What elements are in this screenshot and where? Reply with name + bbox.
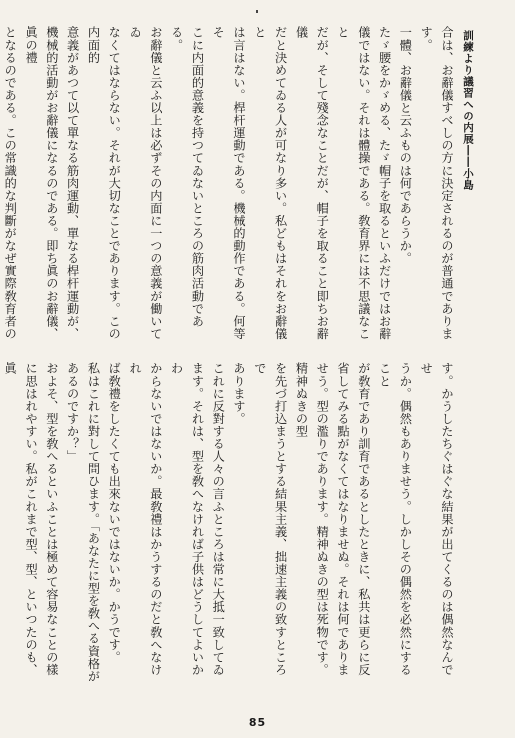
text-line: だが、そして殘念なことだが、帽子を取ること即ちお辭儀 <box>294 26 330 340</box>
text-line: たゞ腰をかゞめる、たゞ帽子を取るといふだけではお辭 <box>377 26 392 340</box>
text-line: ば敎禮をしたくても出來ないではないか。かうです。 <box>107 362 122 664</box>
upper-text-block <box>3 26 457 344</box>
running-head: 訓練より議習への内展――小島 <box>462 30 474 191</box>
text-line: 一體、お辭儀と云ふものは何であらうか。 <box>398 26 413 265</box>
text-line: に思はれやすい。私がこれまで型、型、といつたのも、眞 <box>3 362 39 676</box>
text-line: 合は、お辭儀すべしの方に決定されるのが普通であります。 <box>419 26 454 340</box>
print-mark <box>256 10 258 13</box>
text-line: こに内面的意義を持つてゐないところの筋肉活動である。 <box>169 26 205 328</box>
text-line: あります。 <box>232 362 247 425</box>
text-line: が敎育であり訓育であるとしたときに、私共は更らに反 <box>356 362 371 676</box>
text-line: 意義があつて以て單なる筋肉運動、單なる桿杆運動が、 <box>65 26 80 340</box>
text-line: これに反對する人々の言ふところは常に大抵一致してゐ <box>211 362 226 676</box>
text-line: は言はない。桿杆運動である。機械的動作である。何等そ <box>211 26 247 340</box>
text-line: せう。型の濫りであります。精神ぬきの型は死物です。精神ぬきの型 <box>294 362 330 676</box>
text-line: お辭儀と云ふ以上は必ずその内面に一つの意義が働いてゐ <box>128 26 163 340</box>
text-line: を先づ打込まうとする結果主義、拙速主義の致すところで <box>252 362 288 676</box>
text-line: 私はこれに對して問ひます。「あなたに型を敎へる資格が <box>86 362 101 683</box>
text-line: す。かうしたちぐはぐな結果が出てくるのは偶然なんでせ <box>419 362 454 676</box>
text-line: からないではないか。最敎禮はかうするのだと敎へなけれ <box>128 362 163 676</box>
text-line: なくてはならない。それが大切なことであります。この内面的 <box>86 26 122 340</box>
lower-text-block <box>3 362 457 688</box>
text-line: となるのである。この常識的な判斷がなぜ實際敎育者の <box>3 26 18 340</box>
text-line: あるのですか？」 <box>65 362 80 463</box>
text-line: 省してみる點がなくてはなりませぬ。それは何でありま <box>336 362 351 676</box>
page-number: 85 <box>248 716 267 729</box>
text-line: 儀ではない。それは體操である。敎育界には不思議なこと <box>336 26 371 340</box>
text-line: 機械的活動がお辭儀になるのである。即ち眞のお辭儀、眞の禮 <box>24 26 59 340</box>
text-line: うか。偶然もありませう。しかしその偶然を必然にすること <box>377 362 413 676</box>
text-line: だと決めてゐる人が可なり多い。私どもはそれをお辭儀と <box>252 26 288 340</box>
text-line: およそ、型を敎へるといふことは極めて容易なことの樣 <box>44 362 59 676</box>
text-line: ます。それは、型を敎へなければ子供はどうしてよいかわ <box>169 362 205 676</box>
